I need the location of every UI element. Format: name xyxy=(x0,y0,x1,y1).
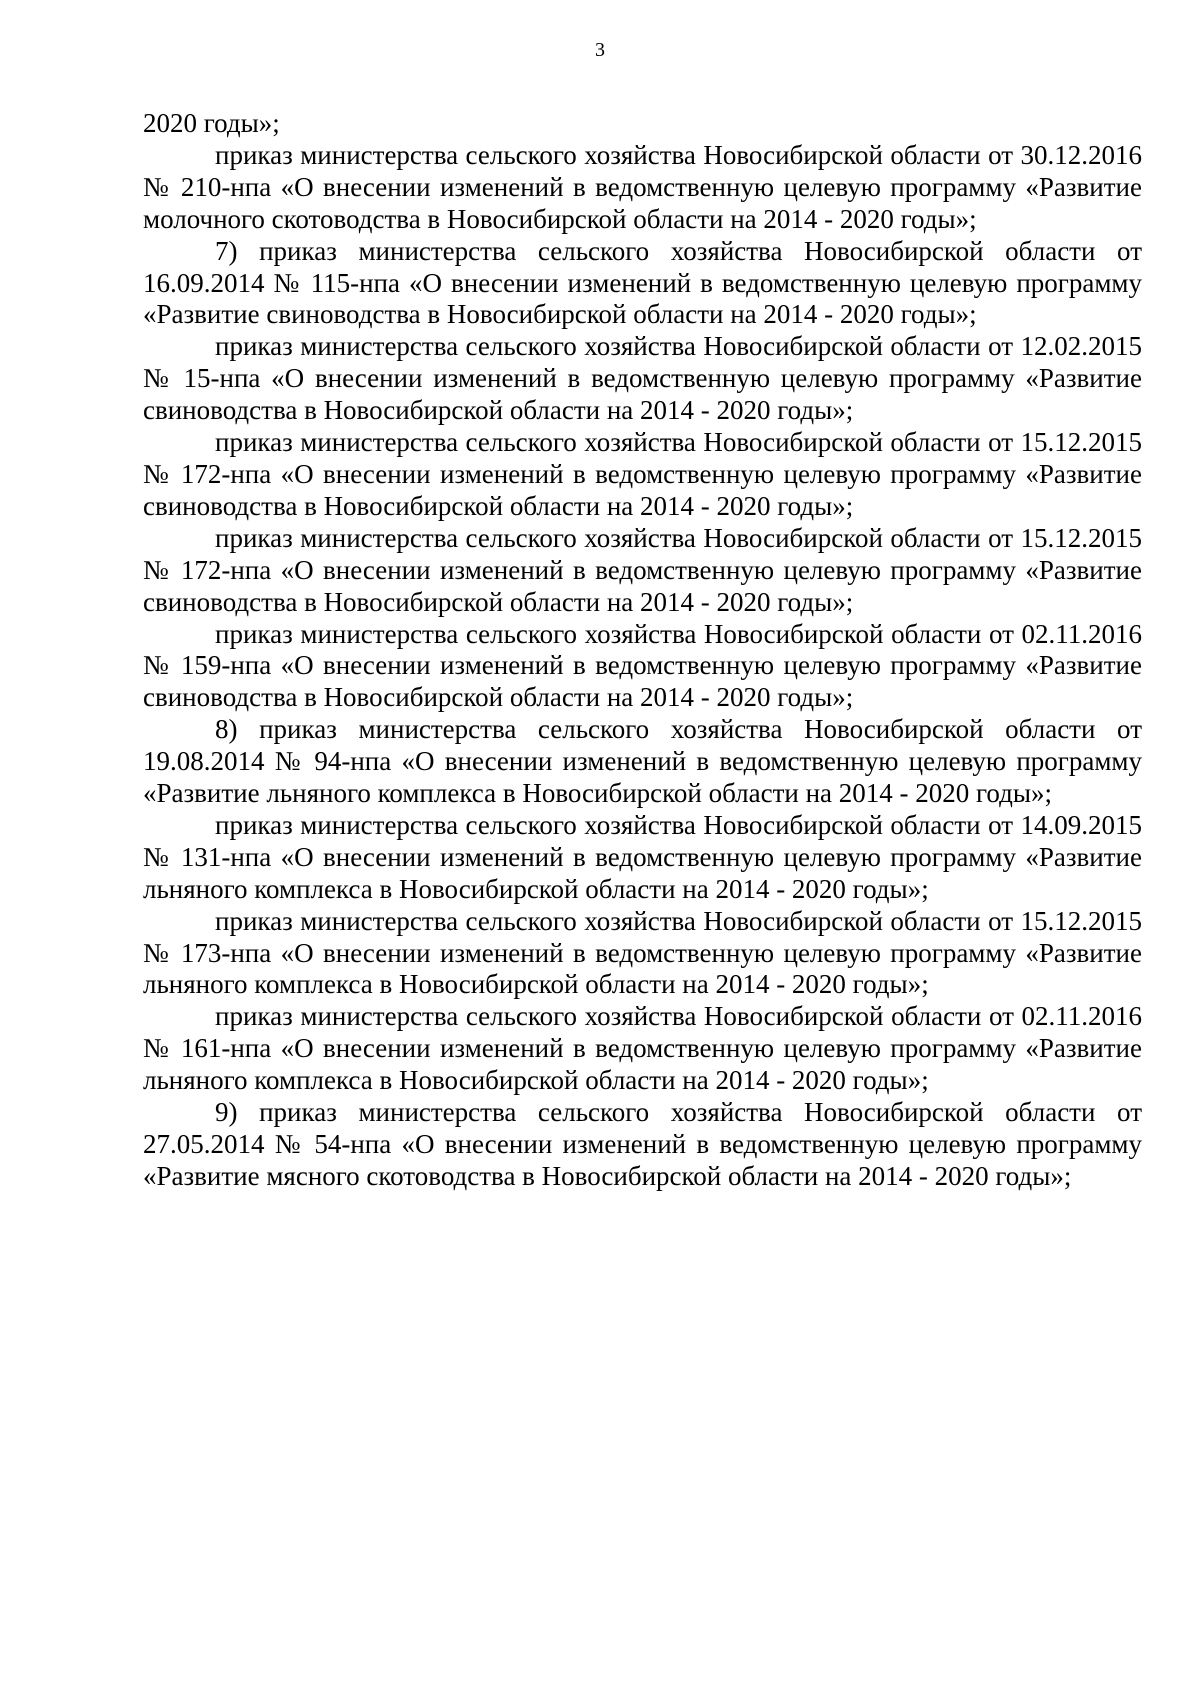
paragraph-order: приказ министерства сельского хозяйства Новосибирской области от 30.12.2016 № 210-нпа «О внесении изменений в ведомственную целевую программу «Развитие молочного скотоводства в Новосибирской области на 2014 - 2020 годы»; xyxy=(143,139,1142,234)
paragraph-order: приказ министерства сельского хозяйства Новосибирской области от 12.02.2015 № 15-нпа «О внесении изменений в ведомственную целевую программу «Развитие свиноводства в Новосибирской области на 2014 - 2020 годы»; xyxy=(143,331,1142,426)
paragraph-item-8: 8) приказ министерства сельского хозяйства Новосибирской области от 19.08.2014 № 94-нпа «О внесении изменений в ведомственную целевую программу «Развитие льняного комплекса в Новосибирской области на 2014 - 2020 годы»; xyxy=(143,714,1142,809)
paragraph-order: приказ министерства сельского хозяйства Новосибирской области от 15.12.2015 № 172-нпа «О внесении изменений в ведомственную целевую программу «Развитие свиноводства в Новосибирской области на 2014 - 2020 годы»; xyxy=(143,522,1142,617)
page-number: 3 xyxy=(595,39,605,61)
paragraph-order: приказ министерства сельского хозяйства Новосибирской области от 02.11.2016 № 159-нпа «О внесении изменений в ведомственную целевую программу «Развитие свиноводства в Новосибирской области на 2014 - 2020 годы»; xyxy=(143,618,1142,713)
paragraph-continuation: 2020 годы»; xyxy=(143,108,280,138)
paragraph-order: приказ министерства сельского хозяйства Новосибирской области от 15.12.2015 № 173-нпа «О внесении изменений в ведомственную целевую программу «Развитие льняного комплекса в Новосибирской области на 2014 - 2020 годы»; xyxy=(143,905,1142,1000)
document-body xyxy=(143,108,1142,1193)
paragraph-item-9: 9) приказ министерства сельского хозяйства Новосибирской области от 27.05.2014 № 54-нпа «О внесении изменений в ведомственную целевую программу «Развитие мясного скотоводства в Новосибирской области на 2014 - 2020 годы»; xyxy=(143,1097,1142,1191)
paragraph-item-7: 7) приказ министерства сельского хозяйства Новосибирской области от 16.09.2014 № 115-нпа «О внесении изменений в ведомственную целевую программу «Развитие свиноводства в Новосибирской области на 2014 - 2020 годы»; xyxy=(143,235,1142,330)
paragraph-order: приказ министерства сельского хозяйства Новосибирской области от 02.11.2016 № 161-нпа «О внесении изменений в ведомственную целевую программу «Развитие льняного комплекса в Новосибирской области на 2014 - 2020 годы»; xyxy=(143,1001,1142,1096)
paragraph-order: приказ министерства сельского хозяйства Новосибирской области от 15.12.2015 № 172-нпа «О внесении изменений в ведомственную целевую программу «Развитие свиноводства в Новосибирской области на 2014 - 2020 годы»; xyxy=(143,427,1142,521)
paragraph-order: приказ министерства сельского хозяйства Новосибирской области от 14.09.2015 № 131-нпа «О внесении изменений в ведомственную целевую программу «Развитие льняного комплекса в Новосибирской области на 2014 - 2020 годы»; xyxy=(143,809,1142,904)
